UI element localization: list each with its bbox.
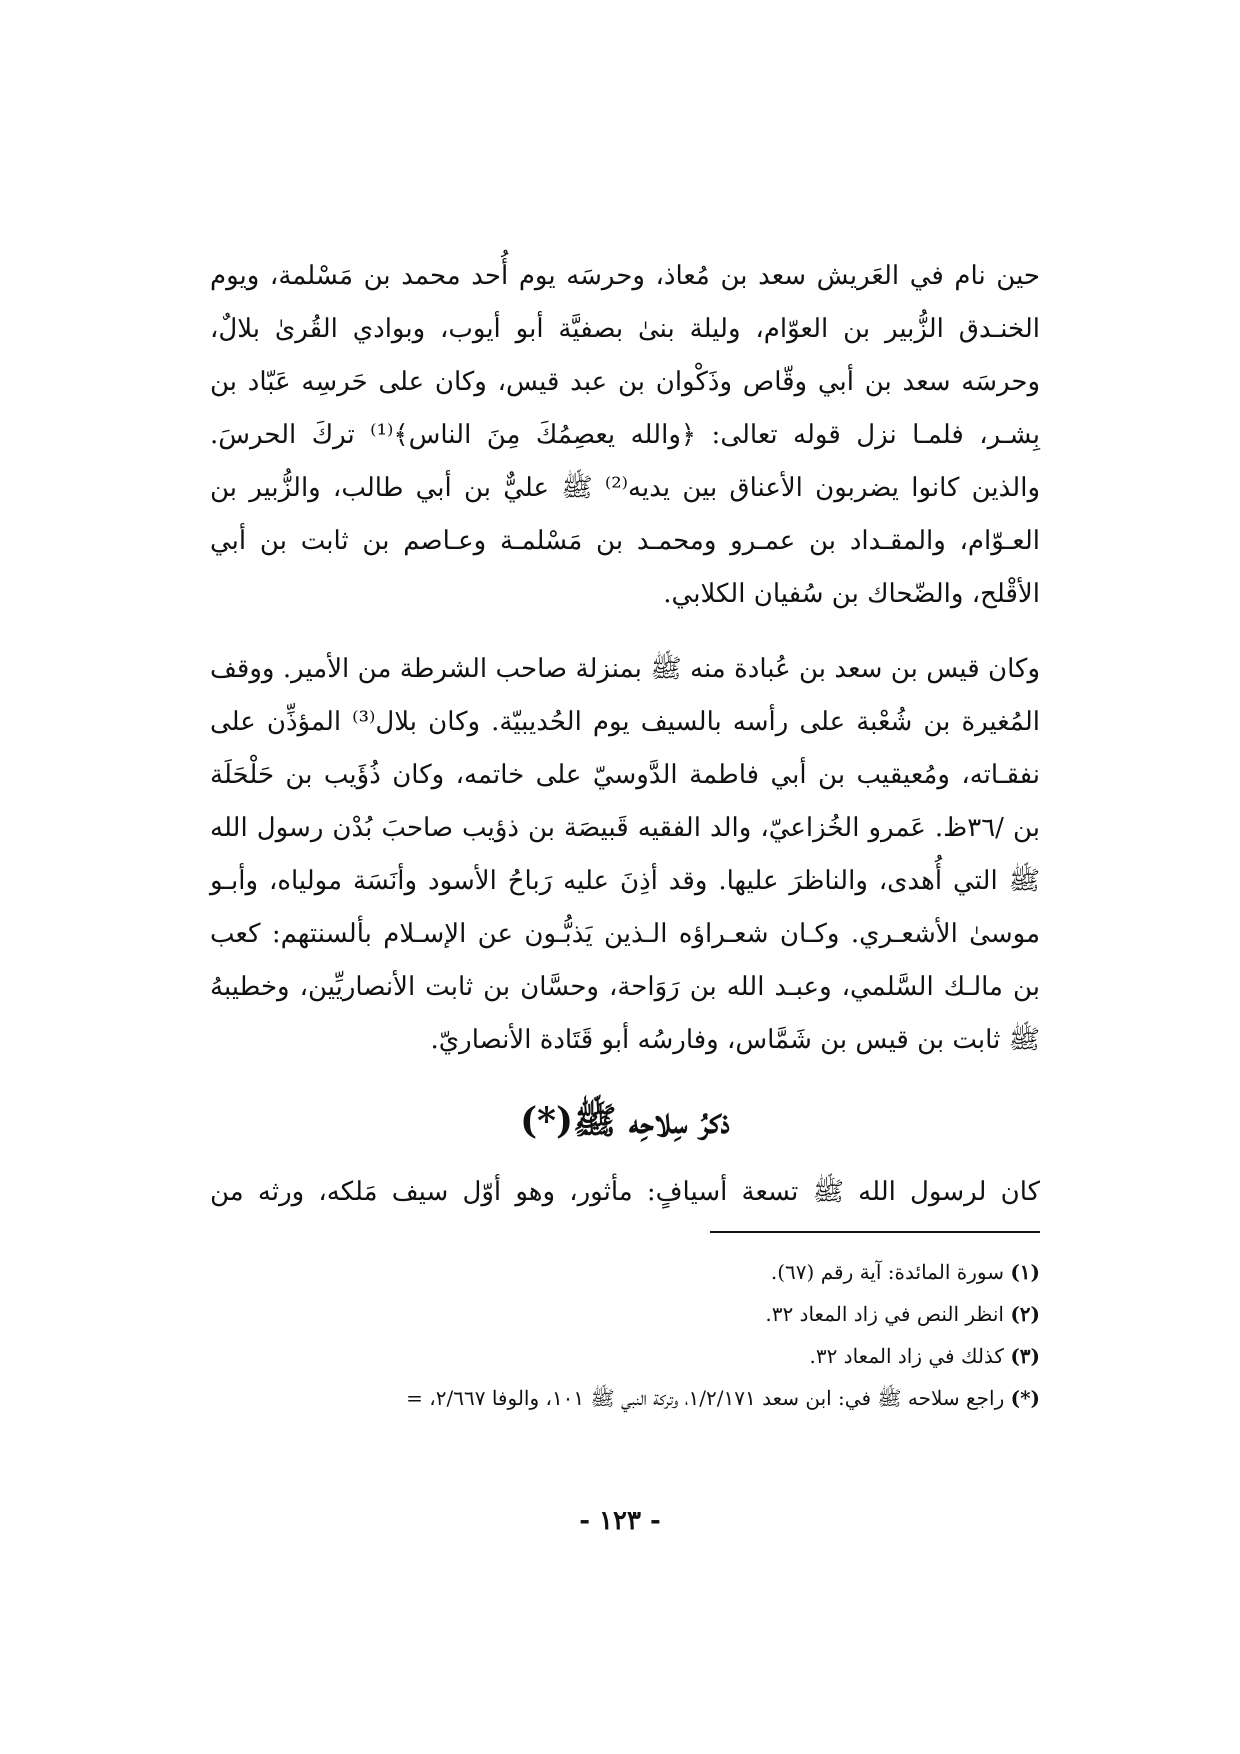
footnote-item [210,1335,1040,1377]
section-title: ذكرُ سِلاحِه ﷺ(*) [520,1100,730,1142]
paragraph-officials: وكان قيس بن سعد بن عُبادة منه ﷺ بمنزلة صاحب الشرطة من الأمير. ووقف المُغيرة بن شُعْبة على رأسه بالسيف يوم الحُديبيّة. وكان بلال⁽³⁾ المؤذِّن على نفقـاته، ومُعيقيب بن أبي فاطمة الدَّوسيّ على خاتمه، وكان ذُؤَيب بن حَلْحَلَة بن /٣٦ظ. عَمرو الخُزاعيّ، والد الفقيه قَبيصَة بن ذؤيب صاحبَ بُدْن رسول الله ﷺ التي أُهدى، والناظرَ عليها. وقد أذِنَ عليه رَباحُ الأسود وأنَسَة مولياه، وأبـو موسىٰ الأشعـري. وكـان شعـراؤه الـذين يَذبُّـون عن الإسـلام بألسنتهم: كعب بن مالـك السَّلمي، وعبـد الله بن رَوَاحة، وحسَّان بن ثابت الأنصاريِّين، وخطيبهُ ﷺ ثابت بن قيس بن شَمَّاس، وفارسُه أبو قَتَادة الأنصاريّ. [210,654,1041,1055]
footnote-item [210,1377,1040,1419]
page-content [210,250,1040,1419]
footnote-item [210,1251,1040,1293]
footnote-text: سورة المائدة: آية رقم (٦٧). [770,1260,1004,1284]
footnote-mark: (٣) [1010,1344,1040,1368]
footnote-mark: (٢) [1010,1302,1040,1326]
footnotes [210,1251,1040,1419]
footnote-text: انظر النص في زاد المعاد ٣٢. [765,1302,1004,1326]
footnote-text: راجع سلاحه ﷺ في: ابن سعد ١/٢/١٧١، وتركة النبي ﷺ ١٠١، والوفا ٢/٦٦٧، = [406,1386,1005,1410]
footnote-divider [710,1231,1040,1233]
footnote-mark: (١) [1010,1260,1040,1284]
paragraph-guards: حين نام في العَريش سعد بن مُعاذ، وحرسَه يوم أُحد محمد بن مَسْلمة، ويوم الخنـدق الزُّبير بن العوّام، وليلة بنىٰ بصفيَّة أبو أيوب، وبوادي القُرىٰ بلالٌ، وحرسَه سعد بن أبي وقّاص وذَكْوان بن عبد قيس، وكان على حَرسِه عَبّاد بن بِشـر، فلمـا نزل قوله تعالى: ﴿والله يعصِمُكَ مِنَ الناس﴾⁽¹⁾ تركَ الحرسَ. والذين كانوا يضربون الأعناق بين يديه⁽²⁾ ﷺ عليٌّ بن أبي طالب، والزُّبير بن العـوّام، والمقـداد بن عمـرو ومحمـد بن مَسْلمـة وعـاصم بن ثابت بن أبي الأقْلح، والضّحاك بن سُفيان الكلابي. [210,261,1041,609]
page-number: - ١٢٣ - [579,1506,661,1536]
footnote-mark: (*) [1010,1386,1040,1410]
paragraph-weapons: كان لرسول الله ﷺ تسعة أسيافٍ: مأثور، وهو أوّل سيف مَلكه، ورثه من [210,1177,1040,1207]
footnote-item [210,1293,1040,1335]
footnote-text: كذلك في زاد المعاد ٣٢. [809,1344,1004,1368]
